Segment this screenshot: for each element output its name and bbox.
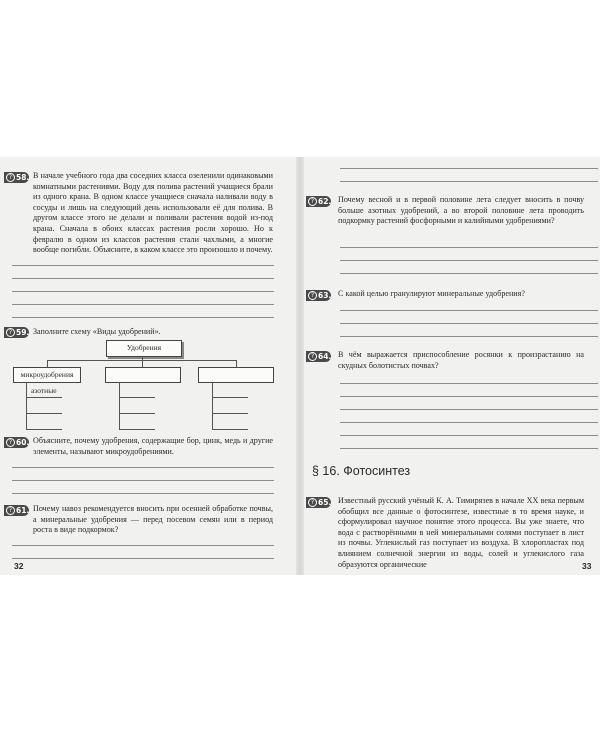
answer-line bbox=[340, 247, 598, 248]
task-text: Объясните, почему удобрения, содержащие бор, цинк, медь и другие элементы, называют микроудобрениями. bbox=[33, 436, 273, 456]
task-number: 59. bbox=[16, 328, 30, 337]
answer-line bbox=[340, 409, 598, 410]
answer-line bbox=[340, 168, 598, 169]
task-text: Почему навоз рекомендуется вносить при осенней обработке почвы, а минеральные удобрения — перед посевом семян или в период роста в виде подкормок? bbox=[33, 504, 273, 535]
section-heading: § 16. Фотосинтез bbox=[312, 464, 411, 478]
scheme-root-box: Удобрения bbox=[106, 340, 182, 357]
scheme-box-microfertilizers: микроудобрения bbox=[13, 367, 81, 383]
answer-line bbox=[12, 480, 274, 481]
answer-line bbox=[12, 304, 274, 305]
task-number: 62. bbox=[318, 197, 332, 206]
answer-line bbox=[340, 310, 598, 311]
question-marker-icon: ? 63. bbox=[306, 290, 331, 301]
question-marker-icon: ? 58. bbox=[4, 172, 29, 183]
answer-line bbox=[12, 467, 274, 468]
task-text: В чём выражается приспособление росянки к произрастанию на скудных болотистых почвах? bbox=[338, 350, 584, 370]
left-page bbox=[0, 157, 296, 575]
answer-line bbox=[340, 435, 598, 436]
answer-line bbox=[12, 265, 274, 266]
answer-line bbox=[12, 545, 274, 546]
question-marker-icon: ? 61. bbox=[4, 505, 29, 516]
scheme-box-blank bbox=[198, 367, 274, 383]
answer-line bbox=[340, 260, 598, 261]
answer-line bbox=[12, 278, 274, 279]
task-number: 61. bbox=[16, 506, 30, 515]
book-spread bbox=[0, 157, 600, 575]
question-marker-icon: ? 62. bbox=[306, 196, 331, 207]
scheme-box-blank bbox=[105, 367, 181, 383]
answer-line bbox=[340, 181, 598, 182]
question-marker-icon: ? 60. bbox=[4, 437, 29, 448]
question-marker-icon: ? 65. bbox=[306, 497, 331, 508]
answer-line bbox=[12, 291, 274, 292]
task-number: 63. bbox=[318, 291, 332, 300]
answer-line bbox=[340, 383, 598, 384]
page-number: 33 bbox=[582, 561, 592, 571]
page-gutter bbox=[296, 157, 304, 575]
task-number: 65. bbox=[318, 498, 332, 507]
page-number: 32 bbox=[14, 561, 24, 571]
right-page bbox=[304, 157, 600, 575]
task-text: В начале учебного года два соседних класса озеленили одинаковыми комнатными растениями. Воду для полива растений учащиеся брали из одного крана. В одном классе учащиеся сначала наливали воду в сосуды и лишь на следующий день использовали её для полива. В другом классе этого не делали и поливали растения водой из-под крана. Сначала в обоих классах растения росли хорошо. Но к февралю в одном из классов растения стали чахлыми, а многие вообще погибли. Объясните, в каком классе это произошло и почему. bbox=[33, 171, 273, 255]
answer-line bbox=[340, 422, 598, 423]
question-marker-icon: ? 59. bbox=[4, 327, 29, 338]
answer-line bbox=[12, 558, 274, 559]
task-number: 64. bbox=[318, 352, 332, 361]
task-text: Почему весной и в первой половине лета следует вносить в почву больше азотных удобрений, а во второй половине лета проводить подкормку растений фосфорными и калийными удобрениями? bbox=[338, 195, 584, 226]
task-text: Известный русский учёный К. А. Тимирязев в начале XX века первым обобщил все данные о фотосинтезе, известные в то время науке, и сформулировал научное понятие этого процесса. Вы уже знаете, что вода с растворёнными в ней минеральными солями поступает в лист из почвы. Углекислый газ поступает из воздуха. В хлоропластах под влиянием солнечной энергии из воды, солей и углекислого газа образуются органические bbox=[338, 496, 584, 569]
task-text: Заполните схему «Виды удобрений». bbox=[33, 327, 161, 336]
answer-line bbox=[340, 336, 598, 337]
answer-line bbox=[12, 317, 274, 318]
answer-line bbox=[340, 448, 598, 449]
answer-line bbox=[12, 493, 274, 494]
task-text: С какой целью гранулируют минеральные удобрения? bbox=[338, 289, 525, 298]
answer-line bbox=[340, 396, 598, 397]
question-marker-icon: ? 64. bbox=[306, 351, 331, 362]
scheme-sub-label: азотные bbox=[31, 386, 57, 395]
task-number: 58. bbox=[16, 173, 30, 182]
task-number: 60. bbox=[16, 438, 30, 447]
answer-line bbox=[340, 273, 598, 274]
answer-line bbox=[340, 323, 598, 324]
